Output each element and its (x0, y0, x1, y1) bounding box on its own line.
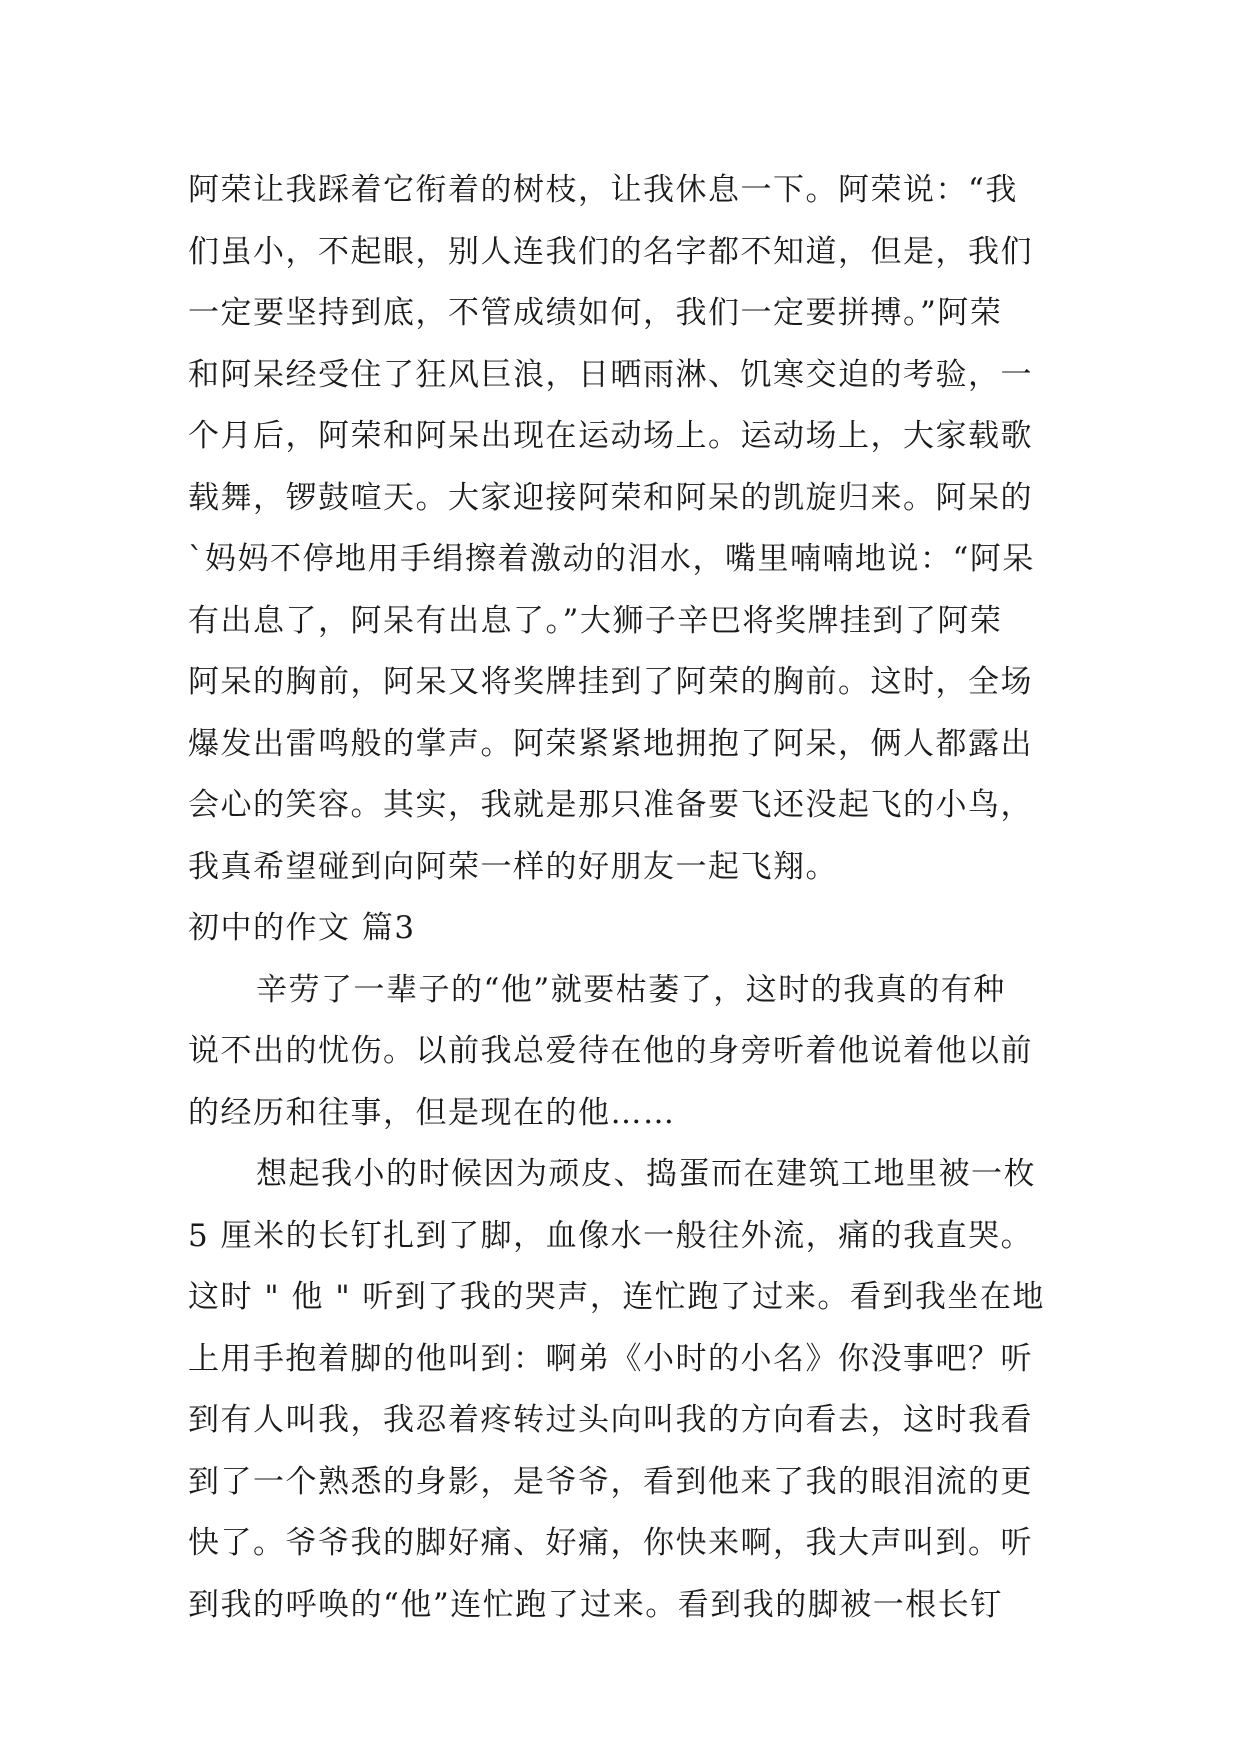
text-line: 上用手抱着脚的他叫到：啊弟《小时的小名》你没事吧？听 (188, 1340, 1033, 1377)
text-line: 们虽小，不起眼，别人连我们的名字都不知道，但是，我们 (188, 233, 1033, 270)
text-line: 有出息了，阿呆有出息了。”大狮子辛巴将奖牌挂到了阿荣 (188, 602, 1003, 639)
text-line: 的经历和往事，但是现在的他…… (188, 1094, 676, 1131)
text-line: 会心的笑容。其实，我就是那只准备要飞还没起飞的小鸟， (188, 787, 1033, 823)
text-line: 一定要坚持到底，不管成绩如何，我们一定要拼搏。”阿荣 (188, 295, 1003, 331)
text-line: 这时 " 他 " 听到了我的哭声，连忙跑了过来。看到我坐在地 (188, 1279, 1045, 1315)
text-line: 快了。爷爷我的脚好痛、好痛，你快来啊，我大声叫到。听 (188, 1525, 1033, 1561)
text-line: 说不出的忧伤。以前我总爱待在他的身旁听着他说着他以前 (188, 1033, 1033, 1069)
text-line: 载舞，锣鼓喧天。大家迎接阿荣和阿呆的凯旋归来。阿呆的 (188, 479, 1033, 516)
document-body (188, 160, 1068, 1636)
text-line: 和阿呆经受住了狂风巨浪，日晒雨淋、饥寒交迫的考验，一 (188, 356, 1033, 393)
text-line: 个月后，阿荣和阿呆出现在运动场上。运动场上，大家载歌 (188, 418, 1033, 454)
essay-paragraph-1 (188, 960, 1068, 1145)
text-line: 辛劳了一辈子的“他”就要枯萎了，这时的我真的有种 (256, 971, 1006, 1008)
text-line: 到我的呼唤的“他”连忙跑了过来。看到我的脚被一根长钉 (188, 1586, 1003, 1623)
text-line: `妈妈不停地用手绢擦着激动的泪水，嘴里喃喃地说：“阿呆 (188, 541, 1035, 577)
text-line: 想起我小的时候因为顽皮、捣蛋而在建筑工地里被一枚 (256, 1156, 1036, 1192)
text-line: 5 厘米的长钉扎到了脚，血像水一般往外流，痛的我直哭。 (188, 1217, 1034, 1254)
text-line: 爆发出雷鸣般的掌声。阿荣紧紧地拥抱了阿呆，俩人都露出 (188, 725, 1033, 762)
section-title: 初中的作文 篇3 (188, 910, 416, 946)
text-line: 阿呆的胸前，阿呆又将奖牌挂到了阿荣的胸前。这时，全场 (188, 664, 1033, 700)
text-line: 我真希望碰到向阿荣一样的好朋友一起飞翔。 (188, 848, 838, 885)
essay-paragraph-2 (188, 1144, 1068, 1636)
text-line: 阿荣让我踩着它衔着的树枝，让我休息一下。阿荣说：“我 (188, 172, 1018, 208)
text-line: 到有人叫我，我忍着疼转过头向叫我的方向看去，这时我看 (188, 1402, 1033, 1438)
text-line: 到了一个熟悉的身影，是爷爷，看到他来了我的眼泪流的更 (188, 1463, 1033, 1500)
story-paragraph (188, 160, 1068, 898)
